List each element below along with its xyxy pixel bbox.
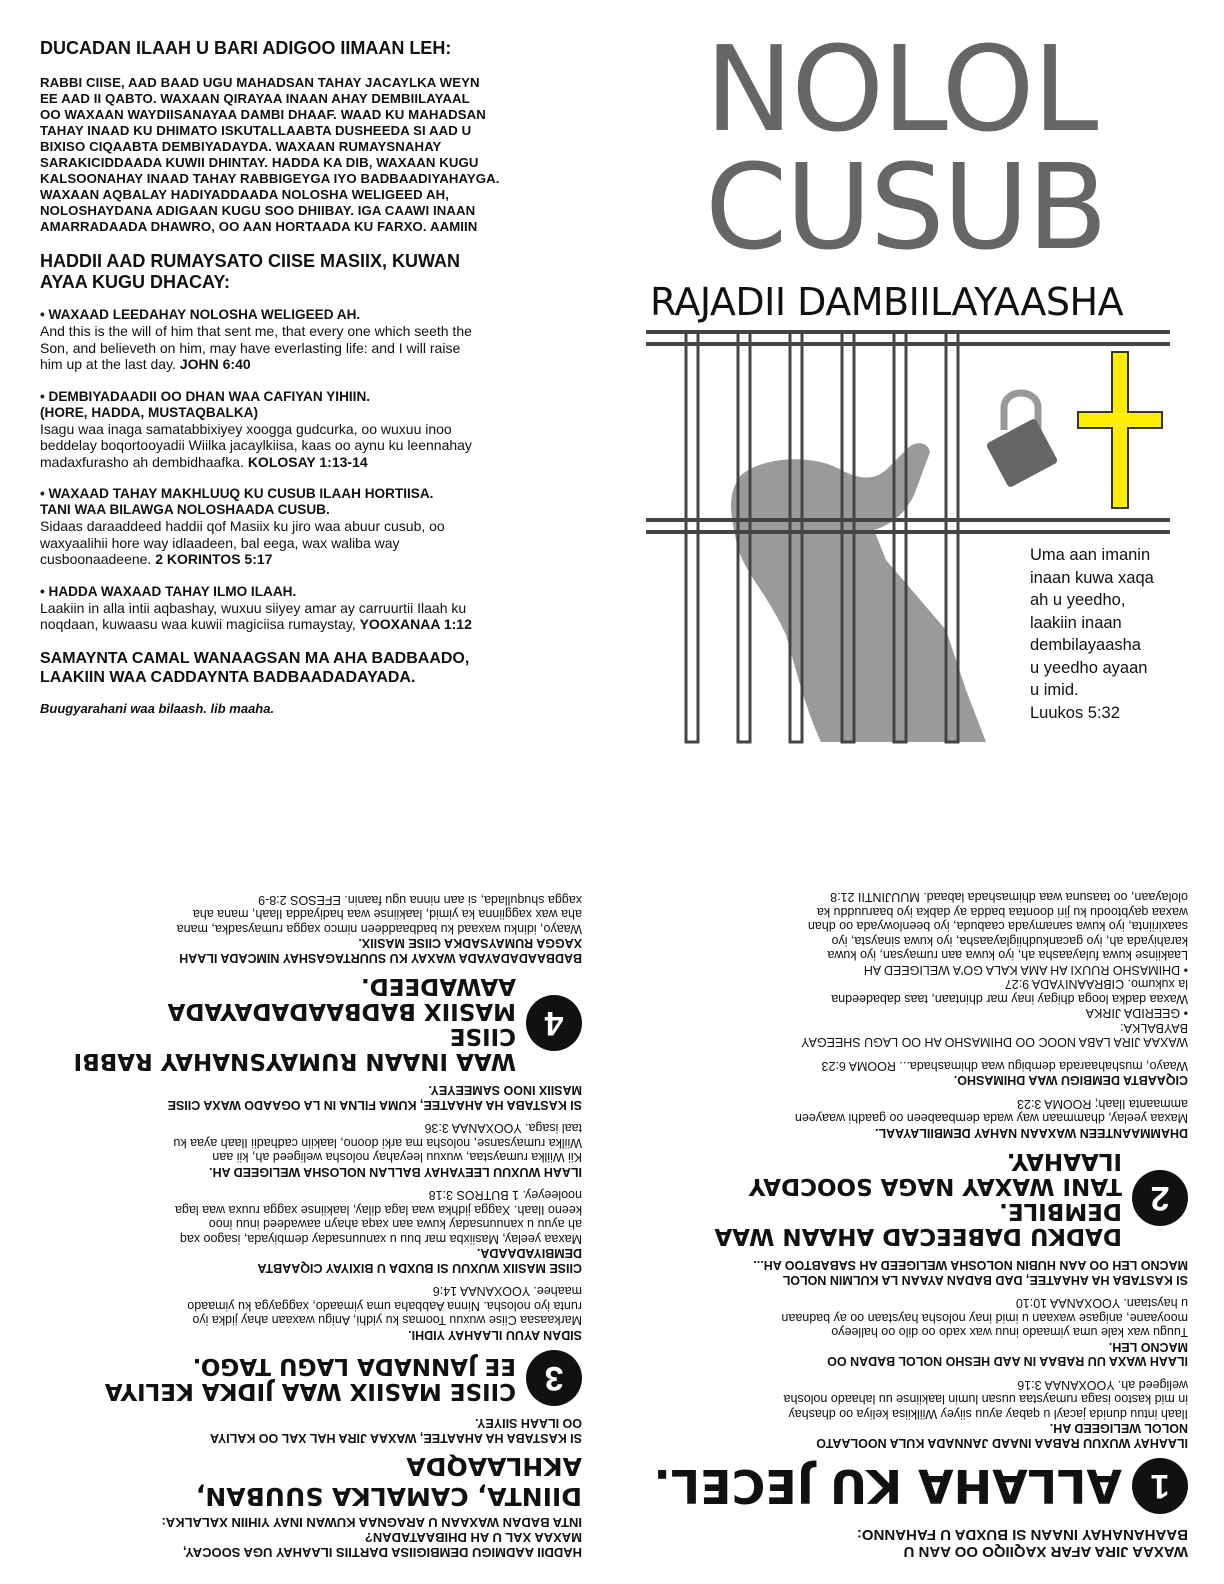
bullet-heading: • DEMBIYADAADII OO DHAN WAA CAFIYAN YIHIIN. (HORE, HADDA, MUSTAQBALKA) — [40, 388, 371, 420]
false-solutions: DIINTA, CAMALKA SUUBAN, AKHLAAQDA — [195, 1452, 582, 1511]
faith-prayer-panel — [40, 38, 585, 716]
step-title: CIISE MASIIX WAA JIDKA KELIYA EE JANNADA LAGU TAGO. — [104, 1353, 516, 1404]
step-verse: Waayo, mushahaarada dembigu waa dhimashada... ROOMA 6:23 — [821, 1059, 1188, 1073]
step-verse: Kii Wiilka rumaystaa, wuxuu leeyahay nolosha weligeed ah, kii aan Wiilka rumaysanse, nolosha ma arki doono, laakiin cadhadii Ilaah ayaa ku taal isaga. YOOXANAA 3:36 — [173, 1121, 582, 1165]
solution-intro: HADDII AADMIGU DEMBIGIISA DARTIIS ILAAHAY UGA SOOCAY, MAXAA XAL U AH DHIBAATADAN? INTA BADAN WAXAAN U ARAGNAA KUWAN INAY YIHIIN XALALKA: — [161, 1515, 582, 1560]
step-4 — [42, 893, 582, 1074]
step-title: WAA INAAN RUMAYSNAHAY RABBI CIISE MASIIX BADBAADADAYADA AAWADEED. — [73, 973, 516, 1074]
step-point: ILAAH WAXA UU RABAA IN AAD HESHO NOLOL BADAN OO MACNO LEH. — [827, 1340, 1188, 1369]
step-verse: Tuugu wax kale uma yimaado inuu wax xado oo dilo oo halleeyo mooyaane, anigase waxaan u imid inay nolosha haystaan oo ay badnaan u haystaan. YOOXANAA 10:10 — [781, 1296, 1188, 1340]
cover-title — [705, 20, 1185, 276]
step-point: ILAAH WUXUU LEEYAHAY BALLAN NOLOSHA WELIGEED AH. — [209, 1165, 582, 1179]
step-closing: SI KASTABA HA AHAATEE, DAD BADAN AYAAN LA KULMIN NOLOL MACNO LEH OO AAN HUBIN NOLOSHA WELIGEED AH SABABTOO AH... — [753, 1258, 1188, 1287]
prayer-text: RABBI CIISE, AAD BAAD UGU MAHADSAN TAHAY JACAYLKA WEYN EE AAD II QABTO. WAXAAN QIRAYAA INAAN AHAY DEMBIILAYAAL OO WAXAAN WAYDIISANAYAA DAMBI DHAAF. WAAD KU MAHADSAN TAHAY INAAD KU DHIMATO ISKUTALLAABTA DUSHEEDA SI AAD U BIXISO CIQAABTA DEMBIYADAYDA. WAXAAN RUMAYSNAHAY SARAKICIDDAADA KUWII DHINTAY. HADDA KA DIB, WAXAAN KUGU KALSOONAHAY INAAD TAHAY RABBIGEYGA IYO BADBAADIYAHAYGA. WAXAAN AQBALAY HADIYADDAADA NOLOSHA WELIGEED AH, NOLOSHAYDANA ADIGAAN KUGU SOO DHIIBAY. IGA CAAWI INAAN AMARRADAADA DHAWRO, OO AAN HORTAADA KU FARXO. AAMIIN — [40, 75, 500, 234]
prayer-heading: DUCADAN ILAAH U BARI ADIGOO IIMAAN LEH: — [40, 38, 452, 58]
step-point: SIDAN AYUU ILAAHAY YIDHI. — [408, 1328, 582, 1342]
step-1 — [628, 1258, 1188, 1514]
step-verse: Maxaa yeelay, dhammaan way wada dembaabeen oo gaadhi waayeen ammaanta Ilaah; ROOMA 3:23 — [794, 1097, 1188, 1126]
step-point: ILAAHAY WUXUU RABAA INAAD JANNADA KULA NOOLAATO NOLOL WELIGEED AH. — [816, 1421, 1188, 1450]
step-verse: Maxaa yeelay, Masiixba mar buu u xanuunsaday dembiyada, isagoo xaq ah ayuu u xanuunsaday kuwa aan xaqa ahayn aawadeed inuu inoo keeno Ilaah. Xagga jidhka waa laga dilay, laakiinse xagga ruuxa waa laga nooleeyey. 1 BUTROS 3:18 — [175, 1188, 582, 1246]
padlock-icon — [986, 393, 1059, 488]
verse-reference: KOLOSAY 1:13-14 — [247, 453, 368, 470]
verse-reference: YOOXANAA 1:12 — [359, 616, 472, 632]
step-number-badge: 2 — [1132, 1170, 1188, 1226]
cover-subtitle: RAJADII DAMBIILAYAASHA — [650, 280, 1124, 324]
step-3 — [42, 1083, 582, 1406]
bullet-verse: And this is the will of him that sent me, that every one which seeth the Son, and believeth on him, may have everlasting life: and I will raise him up at the last day. JOHN 6:40 — [40, 323, 472, 372]
verse-reference: JOHN 6:40 — [179, 356, 251, 372]
step-number-badge: 1 — [1132, 1458, 1188, 1514]
step-point: DHAMMAANTEEN WAXAAN NAHAY DEMBIILAYAAL. — [875, 1126, 1188, 1140]
cover-panel — [610, 20, 1200, 750]
benefits-heading: HADDII AAD RUMAYSATO CIISE MASIIX, KUWAN AYAA KUGU DHACAY: — [40, 251, 461, 292]
bullet-verse: Laakiin in alla intii aqbashay, wuxuu siiyey amar ay carruurtii Ilaah ku noqdaan, kuwaasu waa kuwii magiciisa rumaystay, YOOXANAA 1:12 — [40, 599, 472, 632]
bullet-heading: • HADDA WAXAAD TAHAY ILMO ILAAH. — [40, 583, 297, 599]
solution-close: SI KASTABA HA AHAATEE, WAXAA JIRA HAL XAL OO KALIYA OO ILAAH SIIYEY. — [209, 1416, 582, 1445]
bullet-child-of-god — [40, 584, 585, 633]
cross-icon — [1078, 352, 1162, 508]
step-verse: Markaasaa Ciise wuxuu Toomas ku yidhi, Anigu waxaan ahay jidka iyo runta iyo nolosha. Ninna Aabbaha uma yimaado, xaggayga ku yimaado maahee. YOOXANAA 14:6 — [187, 1284, 582, 1328]
step-number-badge: 4 — [526, 995, 582, 1051]
title-line-2: CUSUB — [705, 138, 1106, 276]
closing-statement: SAMAYNTA CAMAL WANAAGSAN MA AHA BADBAADO, LAAKIIN WAA CADDAYNTA BADBAADADAYADA. — [40, 649, 470, 686]
bullet-verse: Isagu waa inaga samatabbixiyey xoogga gudcurka, oo wuxuu inoo beddelay boqortooyadii Wiilka jacaylkiisa, kaas oo aynu ku leennahay madaxfurasho ah dembidhaafka. KOLOSAY 1:13-14 — [40, 420, 472, 470]
bullet-new-creation — [40, 486, 585, 568]
bullet-forgiven — [40, 389, 585, 471]
step-point: CIISE MASIIX WUXUU SI BUXDA U BIXIYAY CIQAABTA DEMBIYADAADA. — [257, 1246, 582, 1275]
step-title: ALLAHA KU JECEL. — [653, 1459, 1122, 1513]
step-title: DADKU DABEECAD AHAAN WAA DEMBILE. TANI WAXAY NAGA SOOCDAY ILAAHAY. — [714, 1148, 1122, 1249]
step-point: BADBAADADAYADA WAXAY KU SUURTAGASHAY NIMCADA ILAAH XAGGA RUMAYSADKA CIISE MASIIX. — [179, 936, 582, 965]
step-closing: SI KASTABA HA AHAATEE, KUMA FILNA IN LA OGAADO WAXA CIISE MASIIX INOO SAMEEYEY. — [167, 1083, 582, 1112]
step-2 — [628, 890, 1188, 1248]
title-line-1: NOLOL — [705, 20, 1097, 158]
step-closing: WAXAA JIRA LABA NOOC OO DHIMASHO AH OO LAGU SHEEGAY BAYBALKA: • GEERIDA JIRKA Waxaa dadka looga dhigay inay mar dhintaan, taas dabadeedna la xukumo. CIBRAANIYADA 9:27 • DHIMASHO RUUXI AH AMA KALA GO'A WELIGEED AH Laakiinse kuwa fulayaasha ah, iyo kuwa aan rumaysan, iyo kuwa karahiyada ah, iyo gacankudhiiglayaasha, iyo kuwa sinaysta, iyo saaxiriinta, iyo kuwa sanamyada caabuda, iyo beenlowyada oo dhan waxaa qaybtoodu ku jiri doontaa badda ay dabka iyo baaruuddu ka ololayaan, oo taasuna waa dhimashada labaad. MUUJINTII 21:8 — [801, 890, 1188, 1050]
step-verse: Ilaah intuu dunida jacayl u qabay ayuu siiyey Wiilkiisa keliya oo dhashay in mid kastoo isaga rumaystaa uusan lumin laakiinse uu lahaado nolosha weligeed ah. YOOXANAA 3:16 — [783, 1378, 1188, 1421]
free-note: Buugyarahani waa bilaash. lib maaha. — [40, 700, 275, 716]
bullet-verse: Sidaas daraaddeed haddii qof Masiix ku jiro waa abuur cusub, oo waxyaalihii hore way idlaadeen, bal eega, wax waliba way cusboonaadeene. 2 KORINTOS 5:17 — [40, 518, 445, 567]
step-verse: Waayo, idinku waxaad ku badbaaddeen nimco xagga rumaysadka, mana aha wax xaggiinna ka yimid, laakiinse waa hadiyadda Ilaah, mana aha xagga shuqullada, si aan ninna ugu faanin. EFESOS 2:8-9 — [176, 893, 582, 936]
four-truths-intro: WAXAA JIRA AFAR XAQIIQO OO AAN U BAAHANAHAY INAAN SI BUXDA U FAHANNO: — [856, 1526, 1188, 1560]
steps-three-four-panel — [42, 800, 582, 1560]
verse-reference: 2 KORINTOS 5:17 — [155, 551, 273, 567]
bullet-heading: • WAXAAD TAHAY MAKHLUUQ KU CUSUB ILAAH HORTIISA. TANI WAA BILAWGA NOLOSHAADA CUSUB. — [40, 486, 434, 517]
bullet-eternal-life — [40, 307, 585, 373]
bullet-heading: • WAXAAD LEEDAHAY NOLOSHA WELIGEED AH. — [40, 307, 361, 322]
step-point: CIQAABTA DEMBIGU WAA DHIMASHO. — [953, 1073, 1188, 1088]
steps-one-two-panel — [628, 800, 1188, 1560]
prisoner-silhouette — [731, 443, 986, 742]
step-number-badge: 3 — [526, 1350, 582, 1406]
cover-quote: Uma aan imanin inaan kuwa xaqa ah u yeedho, laakiin inaan dembilayaasha u yeedho ayaan u imid. Luukos 5:32 — [1030, 546, 1154, 722]
